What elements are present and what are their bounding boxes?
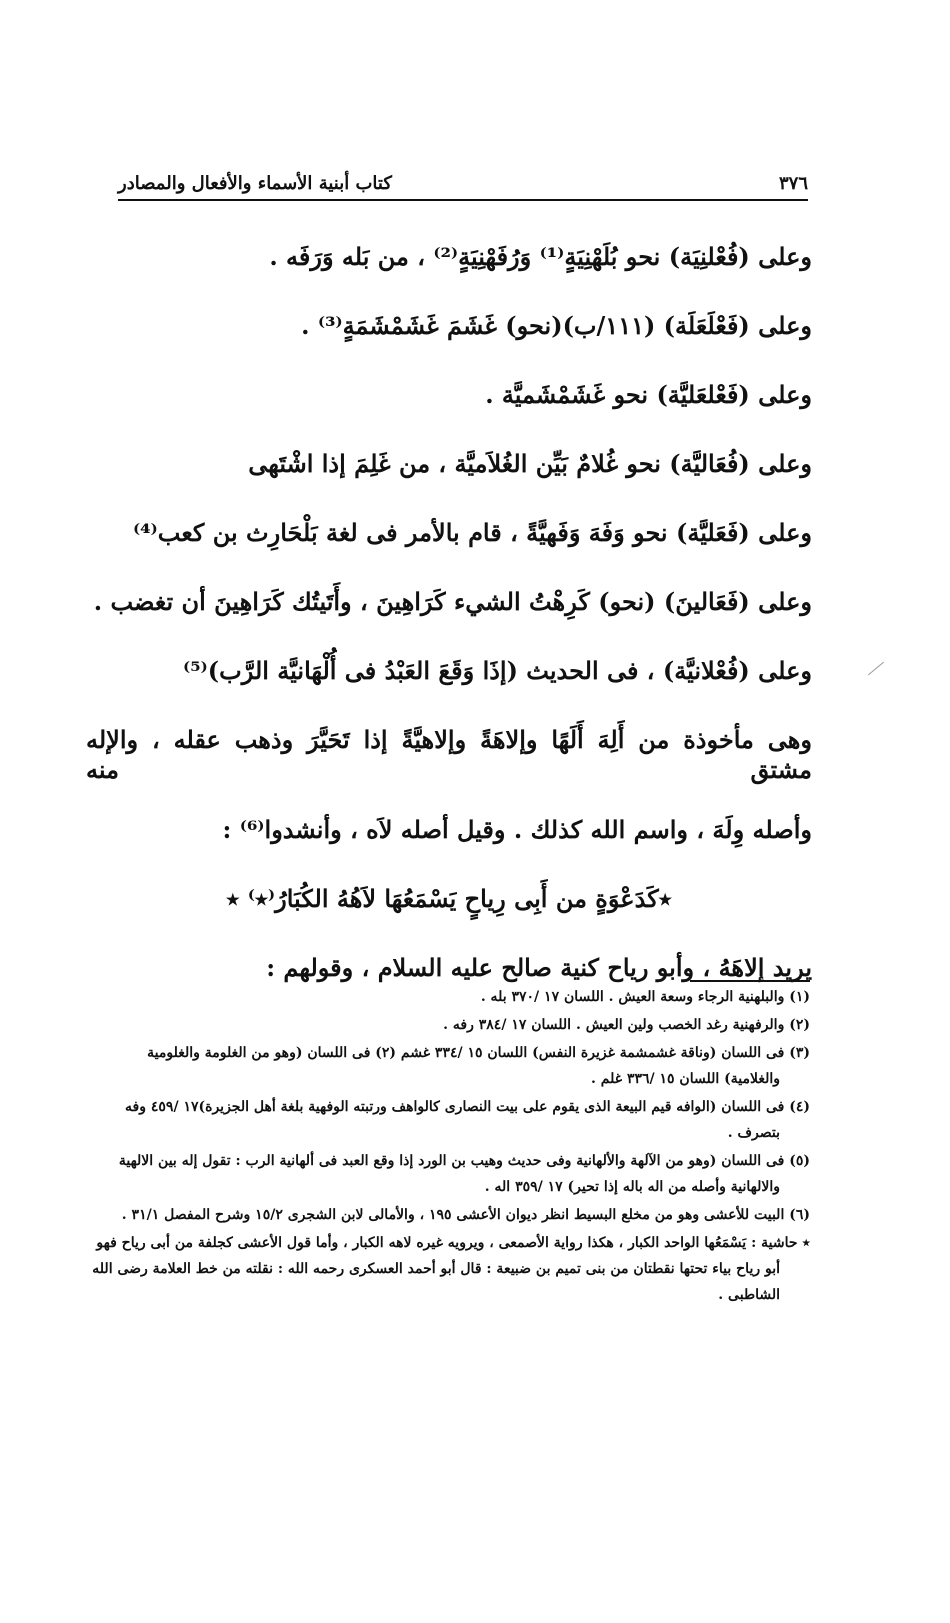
footnote-1: (١) والبلهنية الرجاء وسعة العيش . اللسان ١٧ /٣٧٠ بله . — [480, 989, 810, 1005]
text-line-6: وعلى (فَعَالينَ) (نحو) كَرِهْتُ الشيء كَرَاهِينَ ، وأَتَيتُك كَرَاهِينَ أن تغضب . — [93, 587, 812, 616]
marginal-note: ٭ حاشية : يَسْمَعُها الواحد الكبار ، هكذا رواية الأصمعى ، ويرويه غيره لاهه الكبار ، وأما قول الأعشى كجلفة من أبى رياح فهو أبو رياح بياء تحتها نقطتان من بنى تميم بن ضبيعة : قال أبو أحمد العسكرى رحمه الله : نقلته من خط العلامة رضى الله الشاطبى . — [92, 1235, 810, 1303]
book-title: كتاب أبنية الأسماء والأفعال والمصادر — [118, 173, 392, 194]
footnote-5: (٥) فى اللسان (وهو من الآلهة والألهانية وفى حديث وهيب بن الورد إذا وقع العبد فى ألهانية الرب : تقول إله بين الالهية والالهانية وأصله من اله باله إذا تحير) ١٧ /٣٥٩ اله . — [118, 1153, 810, 1195]
text-line-4: وعلى (فُعَاليَّة) نحو غُلامٌ بَيِّن الغُلاَميَّة ، من غَلِمَ إذا اشْتَهى — [248, 449, 812, 478]
footnote-2: (٢) والرفهنية رغد الخصب ولين العيش . اللسان ١٧ /٣٨٤ رفه . — [443, 1017, 810, 1033]
text-line-11: يريد إلاهَهُ ، وأبو رياح كنية صالح عليه السلام ، وقولهم : — [266, 953, 812, 982]
text-line-9: وأصله وِلَهَ ، واسم الله كذلك . وقيل أصله لاَه ، وأنشدوا⁽⁶⁾ : — [222, 815, 812, 844]
footnote-3: (٣) فى اللسان (وناقة غشمشمة غزيرة النفس) اللسان ١٥ /٣٣٤ غشم (٢) فى اللسان (وهو من الغلومة والغلومية والغلامية) اللسان ١٥ /٣٣٦ غلم . — [147, 1045, 810, 1087]
footnotes — [88, 984, 810, 1310]
margin-tick — [868, 662, 884, 676]
text-line-3: وعلى (فَعْلعَليَّة) نحو غَشَمْشَميَّة . — [485, 380, 812, 409]
main-text — [86, 242, 812, 1022]
footnote-4: (٤) فى اللسان (الوافه قيم البيعة الذى يقوم على بيت النصارى كالواهف ورتبته الوفهية بلغة أهل الجزيرة)١٧ /٤٥٩ وفه بتصرف . — [125, 1099, 810, 1141]
text-line-8: وهى مأخوذة من أَلِهَ أَلَهًا وإلاهَةً وإلاهيَّةً إذا تَحَيَّرَ وذهب عقله ، والإله مشتق منه — [86, 725, 812, 784]
footnote-rule — [690, 980, 810, 982]
text-line-5: وعلى (فَعَليَّة) نحو وَفَهَ وَفَهيَّةً ، قام بالأمر فى لغة بَلْحَارِث بن كعب⁽⁴⁾ — [132, 518, 812, 547]
footnote-6: (٦) البيت للأعشى وهو من مخلع البسيط انظر ديوان الأعشى ١٩٥ ، والأمالى لابن الشجرى ١٥/٢ وشرح المفصل ٣١/١ . — [121, 1207, 810, 1223]
header-rule — [118, 199, 808, 201]
running-head — [118, 160, 808, 194]
text-line-1: وعلى (فُعْلنِيَة) نحو بُلَهْنِيَةٍ⁽¹⁾ وَرُفَهْنِيَةٍ⁽²⁾ ، من بَله وَرَفَه . — [269, 242, 812, 271]
text-line-7: وعلى (فُعْلانيَّة) ، فى الحديث (إذَا وَقَعَ العَبْدُ فى أُلْهَانيَّة الرَّب)⁽⁵⁾ — [182, 656, 812, 685]
poetry-verse: ٭كَدَعْوَةٍ من أَبِى رِياحٍ يَسْمَعُهَا لاَهُهُ الكُبَارُ⁽٭⁾ ٭ — [226, 884, 672, 913]
page-number: ٣٧٦ — [778, 173, 808, 194]
text-line-2: وعلى (فَعْلَعَلَة) (١١١/ب)(نحو) غَشَمَ غَشَمْشَمَةٍ⁽³⁾ . — [301, 311, 812, 340]
